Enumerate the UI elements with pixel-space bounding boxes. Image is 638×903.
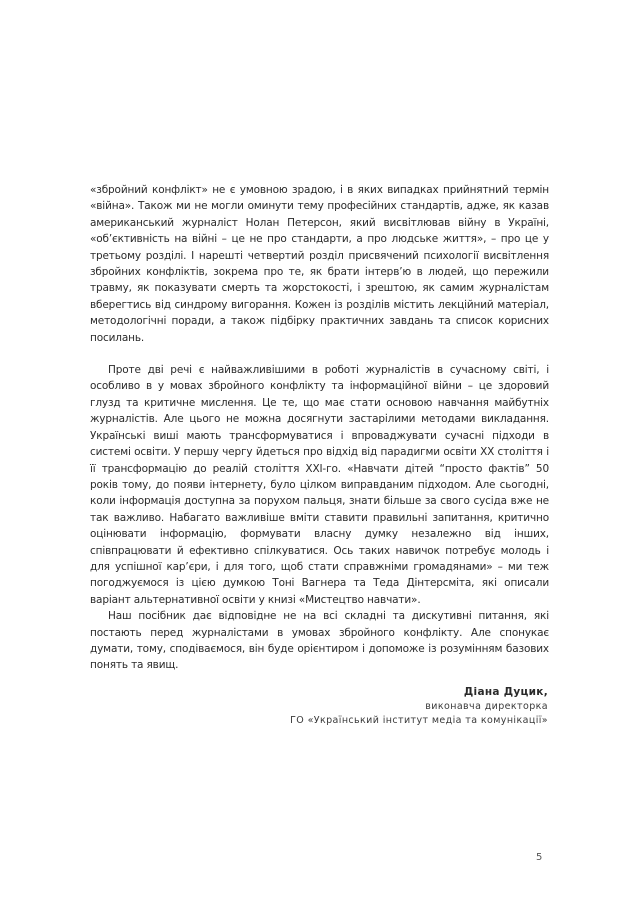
signature-role: виконавча директорка — [425, 700, 548, 712]
document-body — [90, 182, 549, 674]
paragraph-1: «збройний конфлікт» не є умовною зрадою, і в яких випадках прийнятний термін «війна». Також ми не могли оминути тему професійних стандартів, адже, як казав американський журналіст Нолан Петерсон, який висвітлював війну в Україні, «об’єктивність на війні – це не про стандарти, а про людське життя», – про це у третьому розділі. І нарешті четвертий розділ присвячений психології висвітлення збройних конфліктів, зокрема про те, як брати інтерв’ю в людей, що пережили травму, як показувати смерть та жорстокості, і зрештою, як самим журналістам вберегтись від синдрому вигорання. Кожен із розділів містить лекційний матеріал, методологічні поради, а також підбірку практичних завдань та список корисних посилань. — [90, 184, 549, 344]
paragraph-3: Наш посібник дає відповідне не на всі складні та дискутивні питання, які постають перед журналістами в умовах збройного конфлікту. Але спонукає думати, тому, сподіваємося, він буде орієнтиром і допоможе із розумінням базових понять та явищ. — [90, 610, 549, 672]
signature-name: Діана Дуцик, — [463, 686, 548, 698]
signature-block — [148, 685, 548, 729]
page-number: 5 — [536, 852, 543, 863]
signature-organization: ГО «Український інститут медіа та комунікації» — [290, 715, 548, 726]
paragraph-2: Проте дві речі є найважливішими в роботі журналістів в сучасному світі, і особливо в у мовах збройного конфлікту та інформаційної війни – це здоровий глузд та критичне мислення. Це те, що має стати основою навчання майбутніх журналістів. Але цього не можна досягнути застарілими методами викладання. Українські виші мають трансформуватися і впроваджувати сучасні підходи в системі освіти. У першу чергу йдеться про відхід від парадигми освіти XX століття і її трансформацію до реалій століття XXI-го. «Навчати дітей “просто фактів” 50 років тому, до появи інтернету, було цілком виправданим підходом. Але сьогодні, коли інформація доступна за порухом пальця, знати більше за свого сусіда вже не так важливо. Набагато важливіше вміти ставити правильні запитання, критично оцінювати інформацію, формувати власну думку незалежно від інших, співпрацювати й ефективно спілкуватися. Ось таких навичок потребує молодь і для успішної кар’єри, і для того, щоб стати справжніми громадянами» – ми теж погоджуємося із цією думкою Тоні Вагнера та Теда Дінтерсміта, які описали варіант альтернативної освіти у книзі «Мистецтво навчати». — [90, 364, 549, 606]
